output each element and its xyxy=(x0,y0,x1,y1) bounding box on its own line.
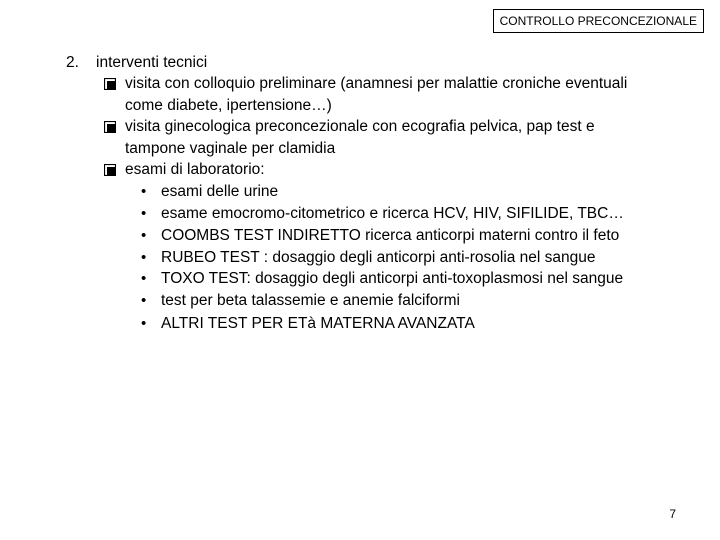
section-title: interventi tecnici xyxy=(96,54,208,71)
item-text: visita con colloquio preliminare (anamnesi per malattie croniche eventuali xyxy=(125,75,628,92)
bullet-icon: • xyxy=(141,270,147,287)
lab-test-item: COOMBS TEST INDIRETTO ricerca anticorpi materni contro il feto xyxy=(161,227,620,244)
bullet-icon: • xyxy=(141,183,147,200)
bullet-icon: • xyxy=(141,292,147,309)
checkbox-square-icon xyxy=(104,164,116,176)
checkbox-square-icon xyxy=(104,121,116,133)
item-text: visita ginecologica preconcezionale con ecografia pelvica, pap test e xyxy=(125,118,595,135)
slide-title: CONTROLLO PRECONCEZIONALE xyxy=(493,9,704,33)
bullet-icon: • xyxy=(141,249,147,266)
bullet-icon: • xyxy=(141,227,147,244)
lab-test-item: ALTRI TEST PER ETà MATERNA AVANZATA xyxy=(161,315,475,332)
item-text: tampone vaginale per clamidia xyxy=(125,140,336,157)
lab-test-item: TOXO TEST: dosaggio degli anticorpi anti-toxoplasmosi nel sangue xyxy=(161,270,624,287)
checkbox-square-icon xyxy=(104,78,116,90)
section-number: 2. xyxy=(66,54,79,71)
item-text: come diabete, ipertensione…) xyxy=(125,97,332,114)
lab-test-item: test per beta talassemie e anemie falciformi xyxy=(161,292,460,309)
bullet-icon: • xyxy=(141,205,147,222)
lab-test-item: esame emocromo-citometrico e ricerca HCV, HIV, SIFILIDE, TBC… xyxy=(161,205,624,222)
page-number: 7 xyxy=(669,507,676,521)
bullet-icon: • xyxy=(141,315,147,332)
item-text: esami di laboratorio: xyxy=(125,161,265,178)
lab-test-item: RUBEO TEST : dosaggio degli anticorpi anti-rosolia nel sangue xyxy=(161,249,596,266)
lab-test-item: esami delle urine xyxy=(161,183,279,200)
